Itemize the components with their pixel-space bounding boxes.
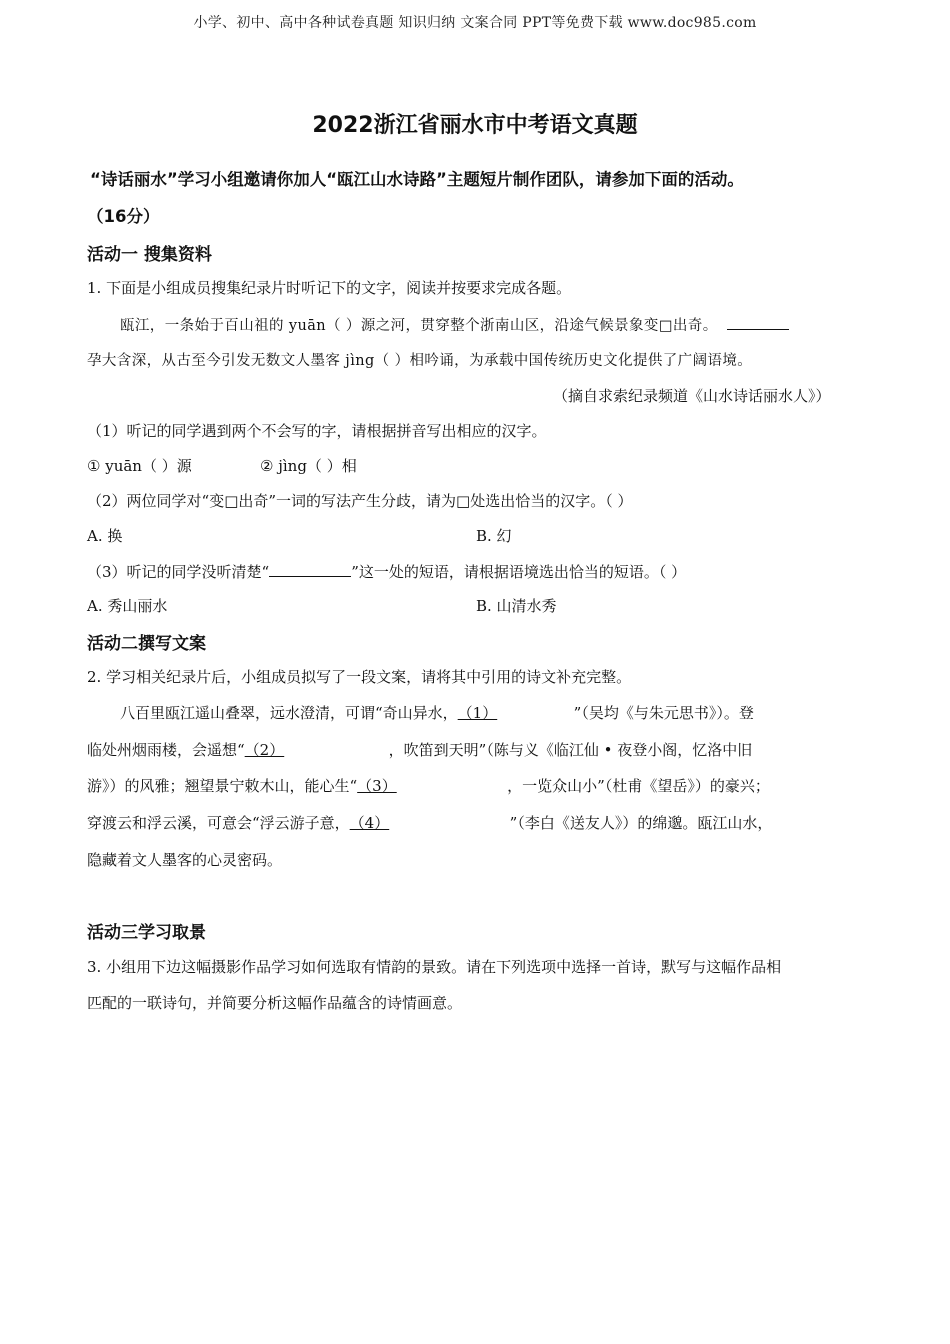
activity1-heading: 活动一 搜集资料 (87, 245, 212, 265)
question-2: 2. 学习相关纪录片后，小组成员拟写了一段文案，请将其中引用的诗文补充完整。 (87, 668, 632, 686)
blank-1[interactable]: （1） (457, 704, 498, 722)
copy-line-3-a: 游》）的风雅；翘望景宁敕木山，能心生“ (87, 777, 358, 795)
subquestion-3-pre: （3）听记的同学没听清楚“ (87, 563, 270, 581)
copy-line-1 (120, 702, 754, 723)
subquestion-1-item-b[interactable]: ② jìng（ ）相 (260, 457, 357, 475)
question-3-line-1: 3. 小组用下边这幅摄影作品学习如何选取有情韵的景致。请在下列选项中选择一首诗，默写与这幅作品相 (87, 958, 782, 976)
subquestion-2-option-b[interactable]: B. 幻 (476, 527, 512, 545)
page-header: 小学、初中、高中各种试卷真题 知识归纳 文案合同 PPT等免费下载 www.doc985.com (193, 15, 757, 31)
blank-2[interactable]: （2） (244, 741, 285, 759)
activity2-heading: 活动二撰写文案 (87, 634, 206, 654)
passage-line-2: 孕大含深，从古至今引发无数文人墨客 jìng（ ）相吟诵，为承载中国传统历史文化提供了广阔语境。 (87, 353, 753, 369)
copy-line-2-b: ，吹笛到天明”（陈与义《临江仙 • 夜登小阁，忆洛中旧 (388, 741, 753, 759)
activity3-heading: 活动三学习取景 (87, 923, 206, 943)
copy-line-3 (87, 775, 770, 796)
subquestion-3-blank[interactable] (269, 560, 351, 577)
blank-4[interactable]: （4） (349, 814, 390, 832)
subquestion-3-post: ”这一处的短语，请根据语境选出恰当的短语。（ ） (351, 563, 687, 581)
subquestion-3 (87, 560, 686, 582)
question-1: 1. 下面是小组成员搜集纪录片时听记下的文字，阅读并按要求完成各题。 (87, 279, 572, 297)
passage-answer-blank[interactable] (727, 313, 789, 330)
copy-line-3-b: ，一览众山小”（杜甫《望岳》）的豪兴； (507, 777, 770, 795)
subquestion-2: （2）两位同学对“变□出奇”一词的写法产生分歧，请为□处选出恰当的汉字。（ ） (87, 492, 633, 510)
question-3-line-2: 匹配的一联诗句，并简要分析这幅作品蕴含的诗情画意。 (87, 994, 463, 1012)
page-title: 2022浙江省丽水市中考语文真题 (312, 113, 638, 138)
subquestion-1-item-a[interactable]: ① yuān（ ）源 (87, 457, 192, 475)
passage-line-1 (120, 313, 789, 335)
passage-line-1-text: 瓯江，一条始于百山祖的 yuān（ ）源之河，贯穿整个浙南山区，沿途气候景象变□出奇。 (120, 318, 718, 334)
copy-line-2-a: 临处州烟雨楼，会遥想“ (87, 741, 245, 759)
copy-line-4-b: ”（李白《送友人》）的绵邈。瓯江山水， (509, 814, 773, 832)
copy-line-2 (87, 739, 752, 760)
intro-line-1: “诗话丽水”学习小组邀请你加人“瓯江山水诗路”主题短片制作团队，请参加下面的活动。 (90, 170, 744, 189)
passage-source: （摘自求索纪录频道《山水诗话丽水人》） (553, 387, 831, 405)
copy-line-5: 隐藏着文人墨客的心灵密码。 (87, 851, 283, 869)
subquestion-3-option-a[interactable]: A. 秀山丽水 (87, 597, 168, 615)
subquestion-3-option-b[interactable]: B. 山清水秀 (476, 597, 557, 615)
intro-line-2: （16分） (87, 207, 160, 226)
blank-3[interactable]: （3） (357, 777, 397, 795)
copy-line-4-a: 穿渡云和浮云溪，可意会“浮云游子意， (87, 814, 350, 832)
copy-line-1-a: 八百里瓯江遥山叠翠，远水澄清，可谓“奇山异水， (120, 704, 458, 722)
subquestion-2-option-a[interactable]: A. 换 (87, 527, 123, 545)
copy-line-1-b: ”（吴均《与朱元思书》）。登 (573, 704, 754, 722)
subquestion-1: （1）听记的同学遇到两个不会写的字，请根据拼音写出相应的汉字。 (87, 422, 547, 440)
copy-line-4 (87, 812, 772, 833)
